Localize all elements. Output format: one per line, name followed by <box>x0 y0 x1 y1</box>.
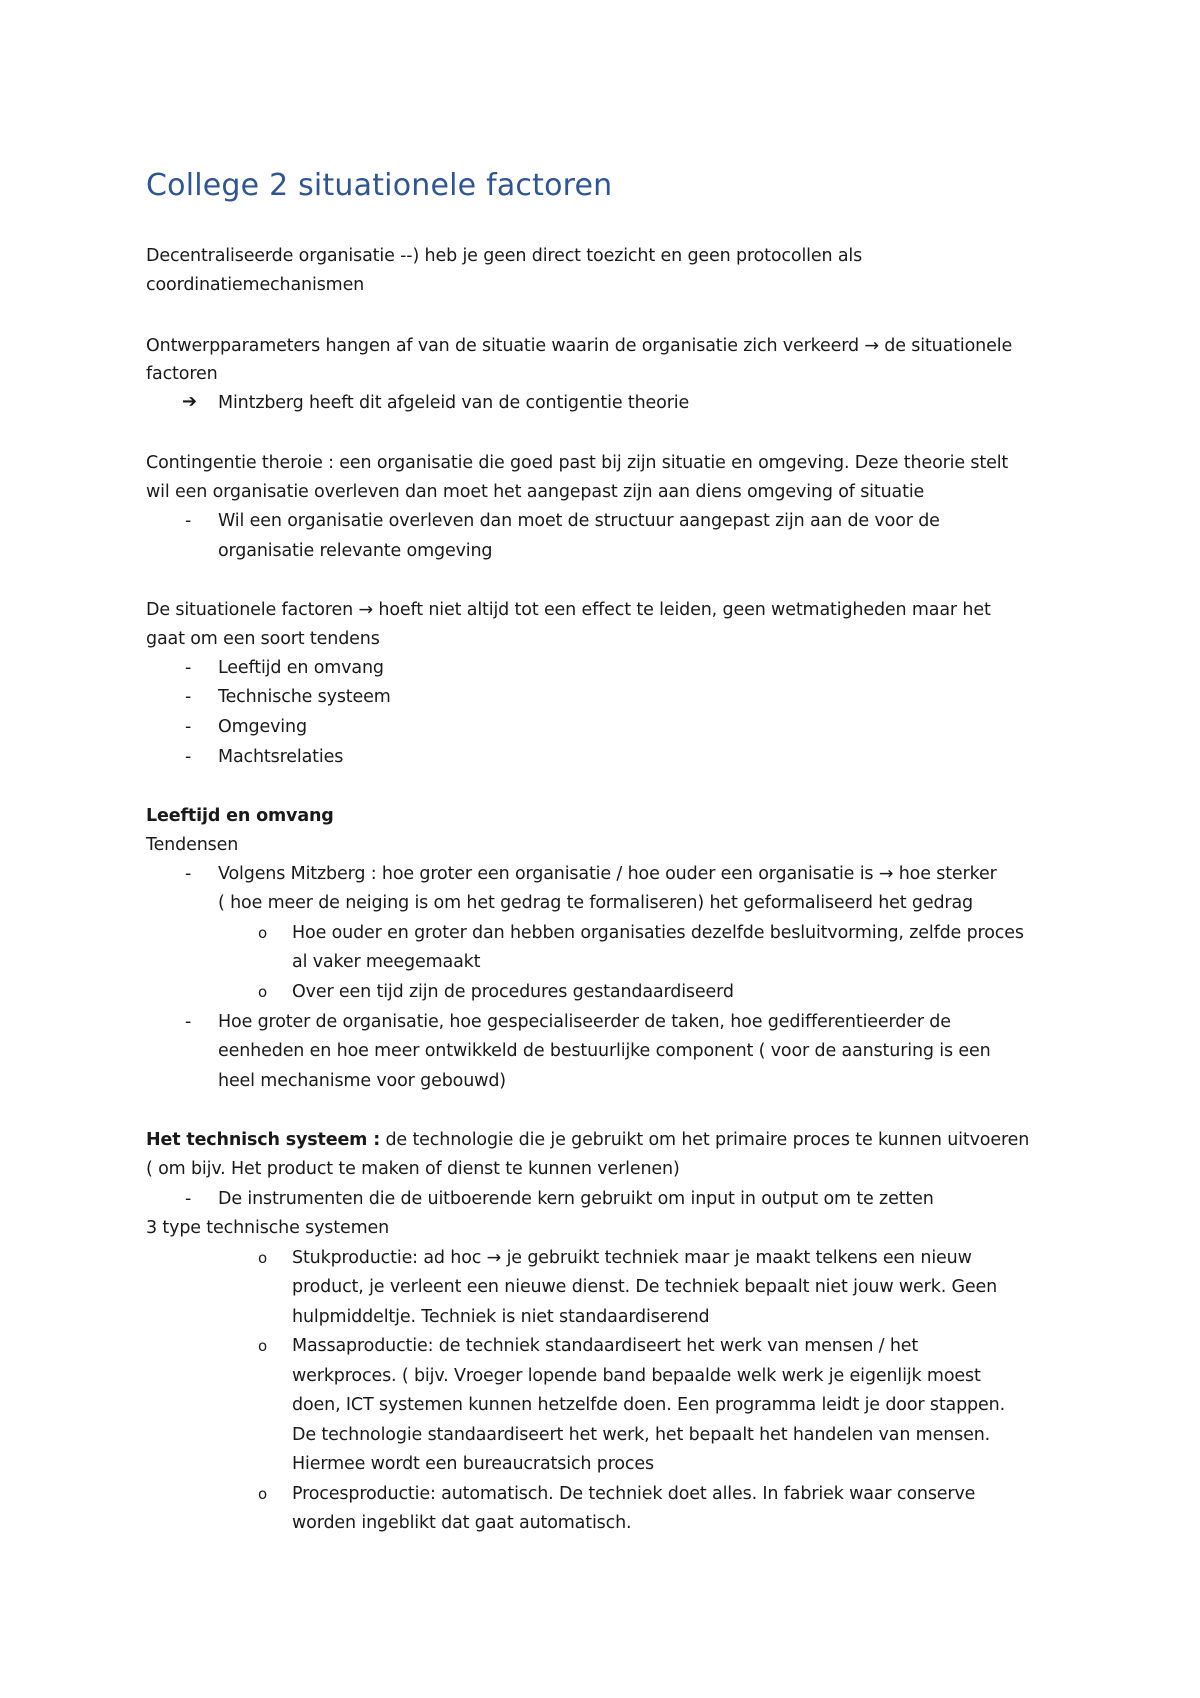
list-item-line: Hoe groter de organisatie, hoe gespecialiseerder de taken, hoe gedifferentieerder de <box>218 1012 951 1032</box>
sub-item-line: werkproces. ( bijv. Vroeger lopende band bepaalde welk werk je eigenlijk moest <box>292 1366 981 1386</box>
sub-item-line: hulpmiddeltje. Techniek is niet standaardiserend <box>292 1307 710 1327</box>
section-heading-line <box>146 1129 1029 1151</box>
sub-item-line: product, je verleent een nieuwe dienst. De techniek bepaalt niet jouw werk. Geen <box>292 1277 998 1297</box>
paragraph-line: Decentraliseerde organisatie --) heb je geen direct toezicht en geen protocollen als <box>146 246 863 266</box>
sub-item-line: Procesproductie: automatisch. De techniek doet alles. In fabriek waar conserve <box>292 1484 976 1504</box>
list-item-line: eenheden en hoe meer ontwikkeld de bestuurlijke component ( voor de aansturing is een <box>218 1041 991 1061</box>
dash-bullet: - <box>185 658 192 678</box>
factor-item: Omgeving <box>218 717 307 737</box>
sub-item-line: Hoe ouder en groter dan hebben organisaties dezelfde besluitvorming, zelfde proces <box>292 923 1024 943</box>
dash-bullet: - <box>185 687 192 707</box>
dash-bullet: - <box>185 1189 192 1209</box>
circle-bullet: o <box>258 1485 268 1503</box>
paragraph-line: gaat om een soort tendens <box>146 629 380 649</box>
factor-item: Machtsrelaties <box>218 747 344 767</box>
section-heading-rest: de technologie die je gebruikt om het primaire proces te kunnen uitvoeren <box>380 1130 1030 1150</box>
section-heading: Leeftijd en omvang <box>146 806 334 826</box>
circle-bullet: o <box>258 1249 268 1267</box>
sub-item-line: al vaker meegemaakt <box>292 952 481 972</box>
circle-bullet: o <box>258 1337 268 1355</box>
sub-item-line: worden ingeblikt dat gaat automatisch. <box>292 1513 632 1533</box>
document-title: College 2 situationele factoren <box>146 168 613 203</box>
section-subheading: Tendensen <box>146 835 239 855</box>
paragraph-line: coordinatiemechanismen <box>146 275 365 295</box>
circle-bullet: o <box>258 924 268 942</box>
sub-item-line: doen, ICT systemen kunnen hetzelfde doen. Een programma leidt je door stappen. <box>292 1395 1005 1415</box>
factor-item: Technische systeem <box>218 687 391 707</box>
list-item-line: heel mechanisme voor gebouwd) <box>218 1071 506 1091</box>
arrow-bullet-icon: ➔ <box>182 391 197 412</box>
factor-item: Leeftijd en omvang <box>218 658 384 678</box>
paragraph-line: ( om bijv. Het product te maken of dienst te kunnen verlenen) <box>146 1159 680 1179</box>
sub-item-line: Over een tijd zijn de procedures gestandaardiseerd <box>292 982 734 1002</box>
paragraph-line: factoren <box>146 364 218 384</box>
list-item-line: organisatie relevante omgeving <box>218 541 493 561</box>
circle-bullet: o <box>258 983 268 1001</box>
dash-bullet: - <box>185 511 192 531</box>
paragraph-line: wil een organisatie overleven dan moet het aangepast zijn aan diens omgeving of situatie <box>146 482 925 502</box>
dash-bullet: - <box>185 1012 192 1032</box>
paragraph-line: Contingentie theroie : een organisatie die goed past bij zijn situatie en omgeving. Deze theorie stelt <box>146 453 1009 473</box>
dash-bullet: - <box>185 717 192 737</box>
paragraph-line: De situationele factoren → hoeft niet altijd tot een effect te leiden, geen wetmatigheden maar het <box>146 600 991 620</box>
section-heading: Het technisch systeem : <box>146 1130 381 1150</box>
sub-item-line: Stukproductie: ad hoc → je gebruikt techniek maar je maakt telkens een nieuw <box>292 1248 972 1268</box>
section-subheading: 3 type technische systemen <box>146 1218 390 1238</box>
list-item-line: Wil een organisatie overleven dan moet de structuur aangepast zijn aan de voor de <box>218 511 940 531</box>
sub-item-line: Massaproductie: de techniek standaardiseert het werk van mensen / het <box>292 1336 919 1356</box>
sub-item-line: Hiermee wordt een bureaucratsich proces <box>292 1454 654 1474</box>
dash-bullet: - <box>185 864 192 884</box>
list-item-line: De instrumenten die de uitboerende kern gebruikt om input in output om te zetten <box>218 1189 934 1209</box>
bullet-text: Mintzberg heeft dit afgeleid van de contigentie theorie <box>218 393 690 413</box>
list-item-line: Volgens Mitzberg : hoe groter een organisatie / hoe ouder een organisatie is → hoe sterker <box>218 864 997 884</box>
sub-item-line: De technologie standaardiseert het werk, het bepaalt het handelen van mensen. <box>292 1425 991 1445</box>
dash-bullet: - <box>185 747 192 767</box>
list-item-line: ( hoe meer de neiging is om het gedrag te formaliseren) het geformaliseerd het gedrag <box>218 893 974 913</box>
paragraph-line: Ontwerpparameters hangen af van de situatie waarin de organisatie zich verkeerd → de situationele <box>146 336 1013 356</box>
